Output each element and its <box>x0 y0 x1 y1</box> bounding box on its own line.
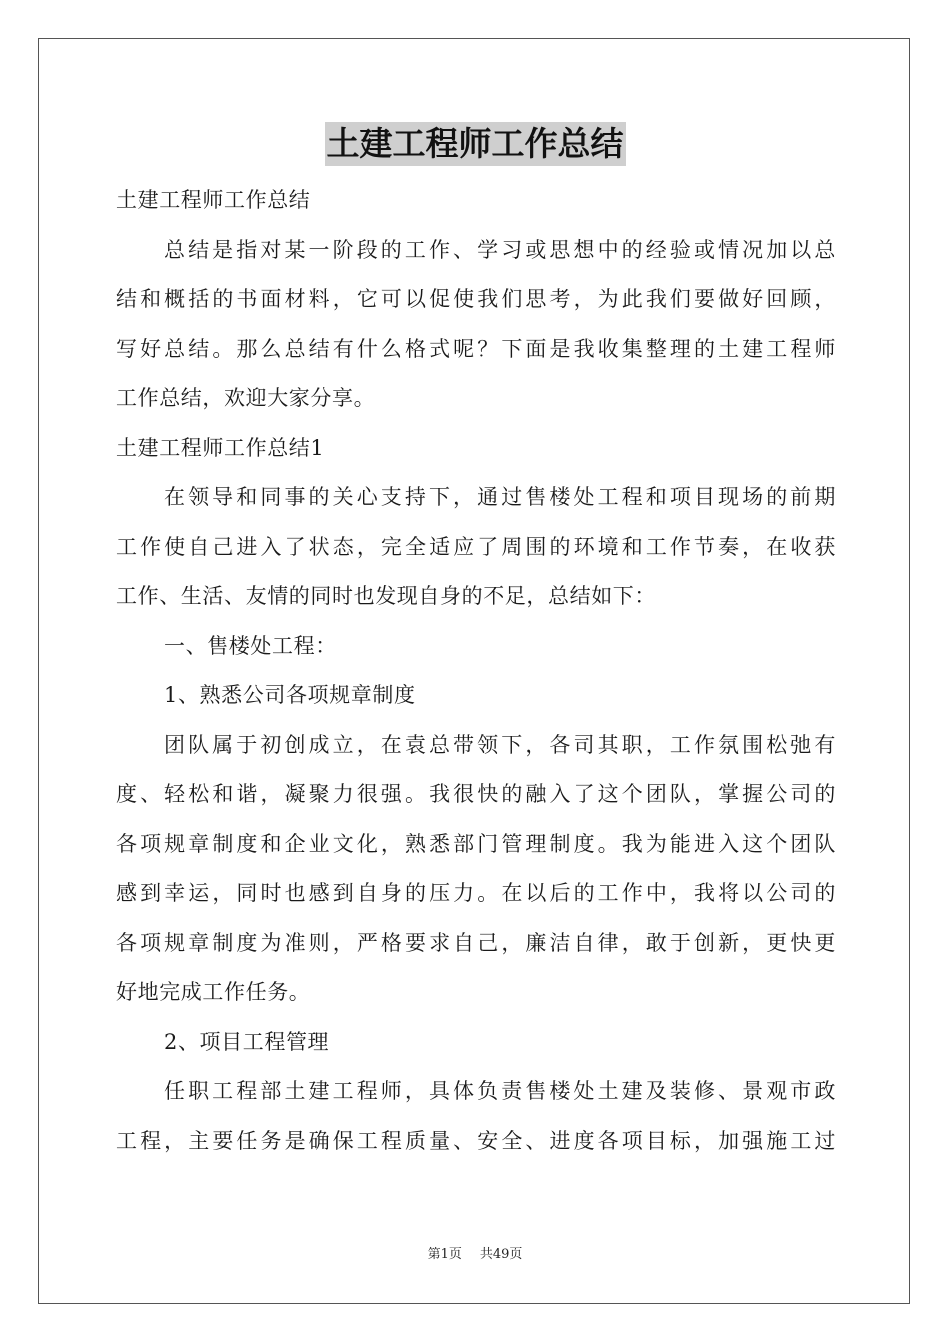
paragraph-line: 感到幸运，同时也感到自身的压力。在以后的工作中，我将以公司的 <box>116 881 836 905</box>
section-heading: 土建工程师工作总结 <box>116 188 311 212</box>
document-body <box>116 176 836 1166</box>
document-title: 土建工程师工作总结 <box>325 122 626 166</box>
paragraph-line: 工作、生活、友情的同时也发现自身的不足，总结如下： <box>116 584 656 608</box>
paragraph-line: 工程，主要任务是确保工程质量、安全、进度各项目标，加强施工过 <box>116 1128 836 1153</box>
page-footer <box>0 1243 950 1262</box>
title-container <box>0 122 950 166</box>
paragraph-line: 各项规章制度和企业文化，熟悉部门管理制度。我为能进入这个团队 <box>116 831 836 856</box>
subheading: 2、项目工程管理 <box>164 1029 330 1054</box>
paragraph-line: 工作总结，欢迎大家分享。 <box>116 386 376 410</box>
paragraph-line: 结和概括的书面材料，它可以促使我们思考，为此我们要做好回顾， <box>116 287 836 311</box>
paragraph-line: 写好总结。那么总结有什么格式呢？下面是我收集整理的土建工程师 <box>116 336 836 361</box>
section-heading: 土建工程师工作总结1 <box>116 435 325 460</box>
paragraph-line: 总结是指对某一阶段的工作、学习或思想中的经验或情况加以总 <box>164 237 836 262</box>
paragraph-line: 工作使自己进入了状态，完全适应了周围的环境和工作节奏，在收获 <box>116 534 836 559</box>
page-total: 共49页 <box>479 1247 523 1262</box>
paragraph-line: 度、轻松和谐，凝聚力很强。我很快的融入了这个团队，掌握公司的 <box>116 782 836 806</box>
paragraph-line: 好地完成工作任务。 <box>116 980 311 1004</box>
paragraph-line: 各项规章制度为准则，严格要求自己，廉洁自律，敢于创新，更快更 <box>116 930 836 955</box>
paragraph-line: 任职工程部土建工程师，具体负责售楼处土建及装修、景观市政 <box>164 1079 836 1103</box>
page-number: 第1页 <box>427 1247 462 1262</box>
subheading: 1、熟悉公司各项规章制度 <box>164 683 416 707</box>
paragraph-line: 在领导和同事的关心支持下，通过售楼处工程和项目现场的前期 <box>164 485 836 509</box>
subheading: 一、售楼处工程： <box>164 633 337 658</box>
paragraph-line: 团队属于初创成立，在袁总带领下，各司其职，工作氛围松弛有 <box>164 732 836 757</box>
